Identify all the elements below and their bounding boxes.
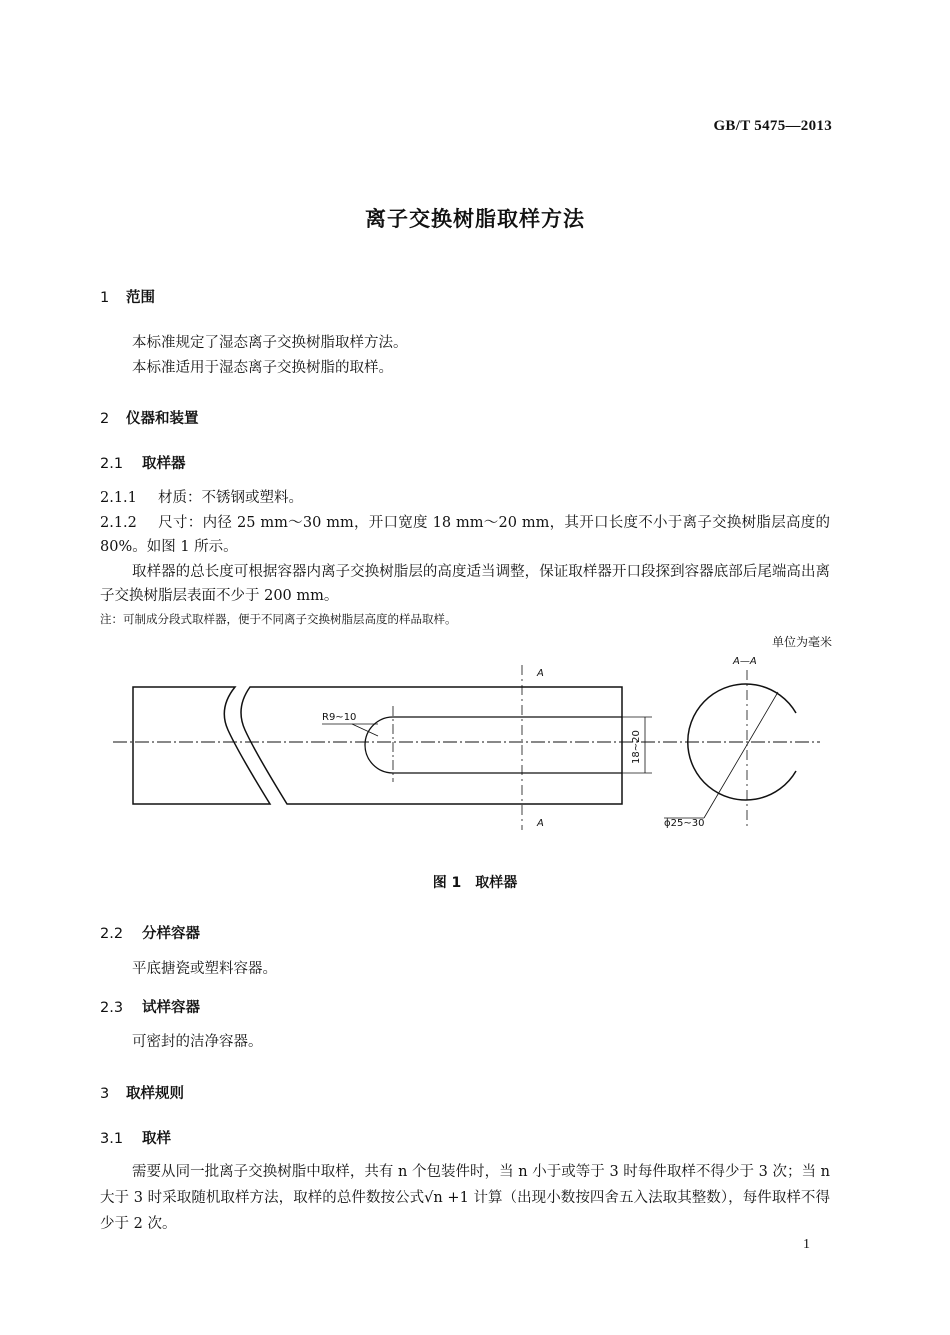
page-title: 离子交换树脂取样方法	[365, 207, 585, 231]
unit-label: 单位为毫米	[771, 635, 832, 649]
paragraph: 平底搪瓷或塑料容器。	[132, 961, 277, 977]
sampler-slot	[365, 717, 622, 773]
section-title: 范围	[126, 290, 155, 306]
section-label-bottom: A	[537, 818, 544, 829]
section-number: 3	[100, 1086, 110, 1102]
figure-caption: 图 1 取样器	[432, 875, 518, 891]
paragraph: 本标准规定了湿态离子交换树脂取样方法。	[132, 335, 408, 351]
paragraph-text: 取样器的总长度可根据容器内离子交换树脂层的高度适当调整，保证取样器开口段探到容器底部后尾端高出离子交换树脂层表面不少于 200 mm。	[100, 564, 830, 604]
section-2-3-heading	[100, 996, 200, 1017]
paragraph	[100, 1159, 830, 1237]
section-title: 仪器和装置	[126, 411, 199, 427]
page-number: 1	[803, 1237, 810, 1252]
section-2-1-heading	[100, 452, 186, 473]
section-3-1-heading	[100, 1127, 171, 1148]
sampler-figure	[0, 640, 950, 860]
section-number: 2.1	[100, 456, 124, 472]
width-label: 18~20	[631, 730, 642, 764]
section-title: 分样容器	[142, 926, 200, 942]
note: 注：可制成分段式取样器，便于不同离子交换树脂层高度的样品取样。	[100, 612, 457, 626]
section-number: 3.1	[100, 1131, 124, 1147]
clause-number: 2.1.1	[100, 490, 137, 506]
sampler-head-body	[241, 687, 622, 804]
section-1-heading	[100, 286, 155, 307]
radius-label: R9~10	[322, 712, 357, 723]
sampler-tail-body	[133, 687, 270, 804]
section-title: 取样	[142, 1131, 171, 1147]
section-2-heading	[100, 407, 199, 428]
section-title: 取样规则	[126, 1086, 184, 1102]
clause-2-1-2	[100, 511, 830, 559]
section-number: 2.3	[100, 1000, 124, 1016]
paragraph: 可密封的洁净容器。	[132, 1034, 263, 1050]
clause-text: 材质：不锈钢或塑料。	[158, 490, 303, 506]
section-3-heading	[100, 1082, 184, 1103]
section-title: 试样容器	[142, 1000, 200, 1016]
diameter-label: ϕ25~30	[664, 818, 705, 829]
section-number: 2.2	[100, 926, 124, 942]
paragraph	[100, 560, 830, 608]
section-number: 2	[100, 411, 110, 427]
paragraph: 本标准适用于湿态离子交换树脂的取样。	[132, 360, 393, 376]
clause-text: 尺寸：内径 25 mm～30 mm，开口宽度 18 mm～20 mm，其开口长度不小于离子交换树脂层高度的 80%。如图 1 所示。	[100, 515, 830, 555]
cross-section-label: A—A	[733, 656, 757, 667]
section-title: 取样器	[142, 456, 186, 472]
section-2-2-heading	[100, 922, 200, 943]
clause-number: 2.1.2	[100, 515, 137, 531]
paragraph-text: 需要从同一批离子交换树脂中取样，共有 n 个包装件时，当 n 小于或等于 3 时每件取样不得少于 3 次；当 n 大于 3 时采取随机取样方法，取样的总件数按公式√n +1 计算（出现小数按四舍五入法取其整数），每件取样不得少于 2 次。	[100, 1164, 830, 1232]
standard-number: GB/T 5475—2013	[713, 118, 832, 134]
section-number: 1	[100, 290, 110, 306]
radius-leader-arrow	[352, 724, 378, 736]
section-label-top: A	[537, 668, 544, 679]
clause-2-1-1	[100, 486, 303, 511]
